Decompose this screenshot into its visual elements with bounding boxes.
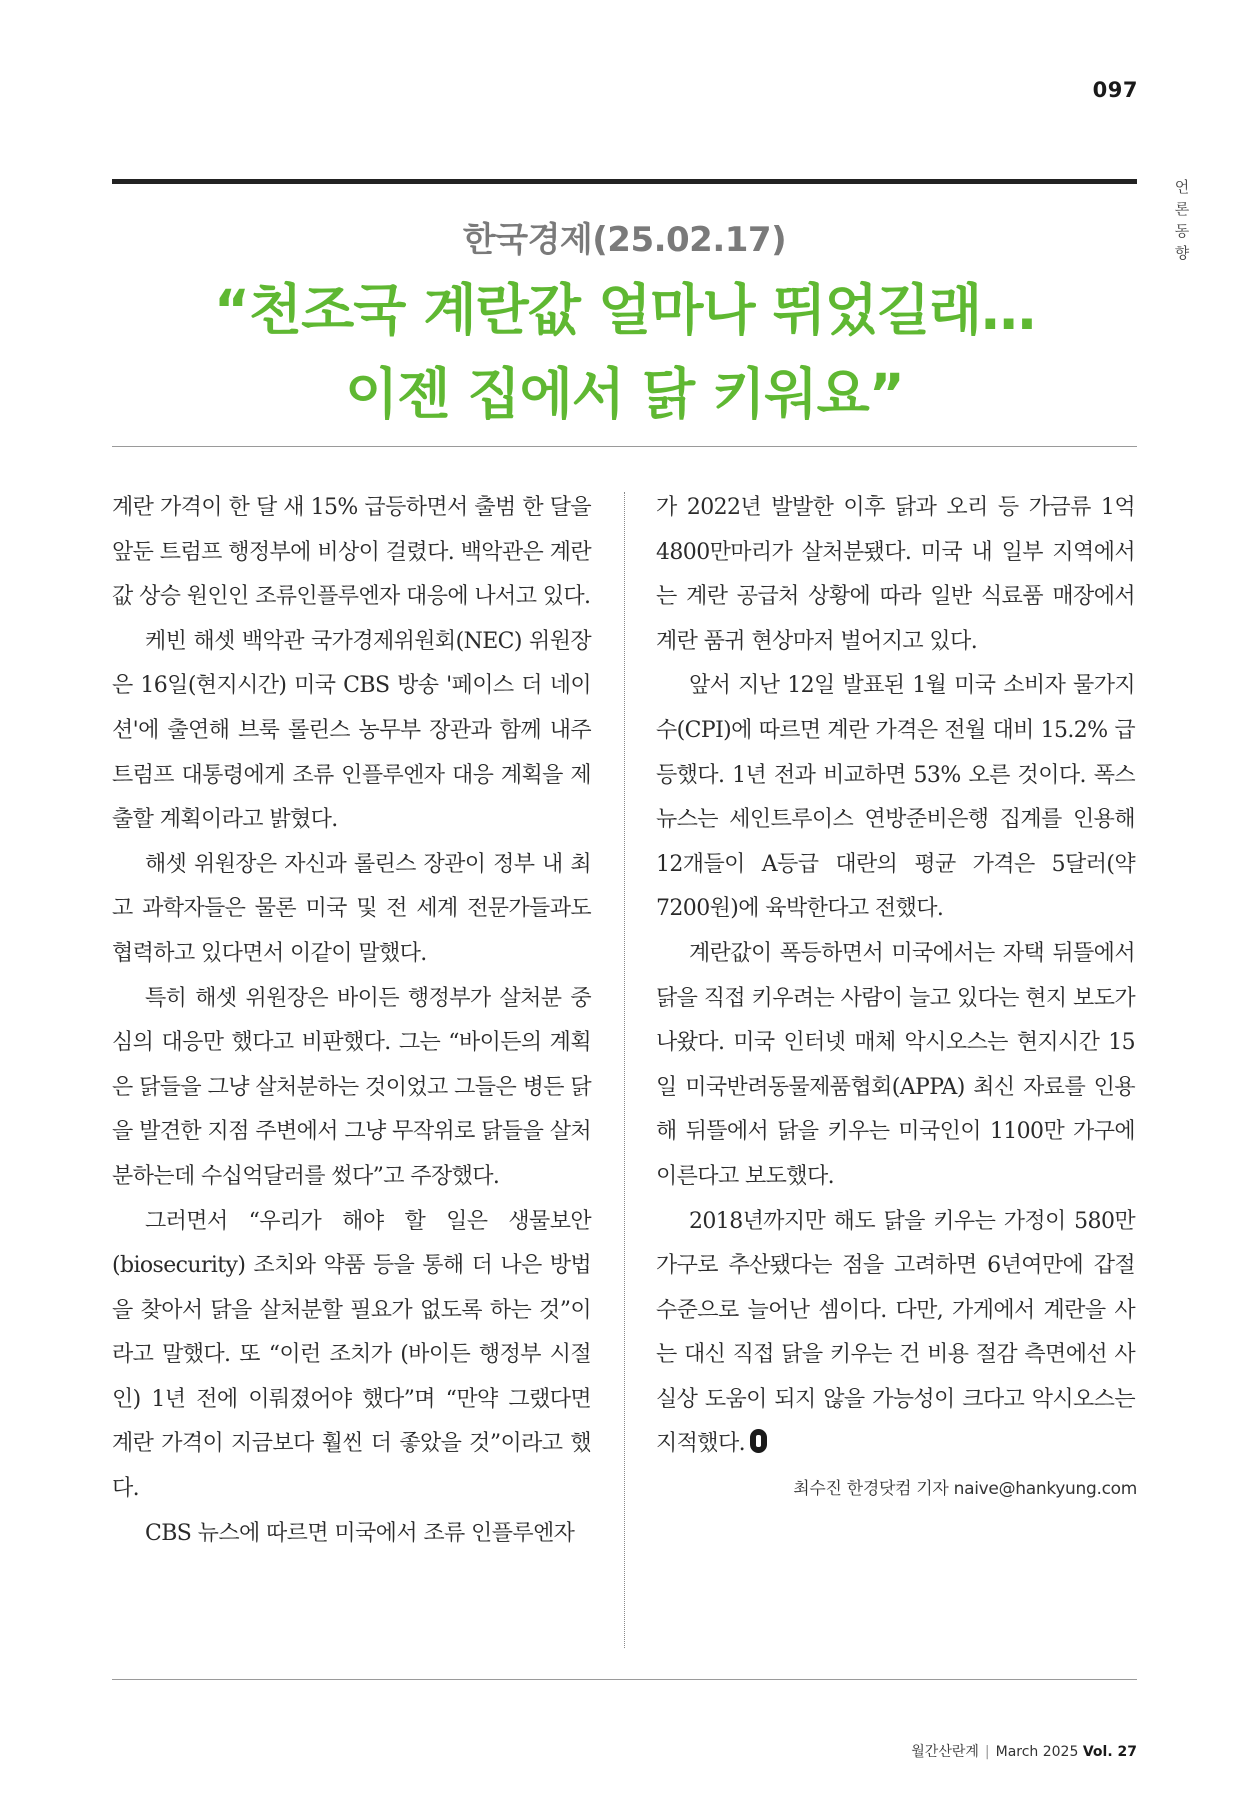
paragraph: 계란값이 폭등하면서 미국에서는 자택 뒤뜰에서 닭을 직접 키우려는 사람이 늘고 있다는 현지 보도가 나왔다. 미국 인터넷 매체 악시오스는 현지시간 15일 미국반려동물제품협회(APPA) 최신 자료를 인용해 뒤뜰에서 닭을 키우는 미국인이 1100만 가구에 이른다고 보도했다. (656, 940, 1135, 1189)
paragraph: 케빈 해셋 백악관 국가경제위원회(NEC) 위원장은 16일(현지시간) 미국 CBS 방송 '페이스 더 네이션'에 출연해 브룩 롤린스 농무부 장관과 함께 내주 트럼프 대통령에게 조류 인플루엔자 대응 계획을 제출할 계획이라고 밝혔다. (112, 628, 591, 833)
paragraph: 가 2022년 발발한 이후 닭과 오리 등 가금류 1억 4800만마리가 살처분됐다. 미국 내 일부 지역에서는 계란 공급처 상황에 따라 일반 식료품 매장에서 계란 품귀 현상마저 벌어지고 있다. (656, 495, 1135, 654)
headline-line-2: 이젠 집에서 닭 키워요” (345, 362, 904, 426)
magazine-name: 월간산란계 (911, 1744, 979, 1760)
paragraph-text: 2018년까지만 해도 닭을 키우는 가정이 580만 가구로 추산됐다는 점을 고려하면 6년여만에 갑절 수준으로 늘어난 셈이다. 다만, 가게에서 계란을 사는 대신 직접 닭을 키우는 건 비용 절감 측면에선 사실상 도움이 되지 않을 가능성이 크다고 악시오스는 지적했다. (656, 1208, 1135, 1457)
right-column (656, 486, 1135, 1467)
end-mark-icon (750, 1429, 767, 1453)
paragraph: 앞서 지난 12일 발표된 1월 미국 소비자 물가지수(CPI)에 따르면 계란 가격은 전월 대비 15.2% 급등했다. 1년 전과 비교하면 53% 오른 것이다. 폭스뉴스는 세인트루이스 연방준비은행 집계를 인용해 12개들이 A등급 대란의 평균 가격은 5달러(약 7200원)에 육박한다고 전했다. (656, 673, 1135, 922)
volume-number: Vol. 27 (1082, 1744, 1137, 1760)
footer-rule (112, 1679, 1137, 1680)
top-rule (112, 179, 1137, 184)
page-number: 097 (1092, 78, 1138, 102)
article-source: 한국경제(25.02.17) (462, 220, 787, 260)
left-column (112, 486, 591, 1556)
byline: 최수진 한경닷컴 기자 naive@hankyung.com (793, 1479, 1137, 1499)
last-paragraph (656, 1200, 1135, 1468)
paragraph: 계란 가격이 한 달 새 15% 급등하면서 출범 한 달을 앞둔 트럼프 행정부에 비상이 걸렸다. 백악관은 계란값 상승 원인인 조류인플루엔자 대응에 나서고 있다. (112, 495, 591, 610)
paragraph: CBS 뉴스에 따르면 미국에서 조류 인플루엔자 (145, 1520, 575, 1546)
section-label: 언론 동향 (1174, 178, 1190, 262)
column-divider (624, 492, 625, 1648)
issue-date: March 2025 (995, 1744, 1079, 1760)
headline-line-1: “천조국 계란값 얼마나 뛰었길래… (213, 278, 1036, 342)
footer-separator: | (984, 1744, 990, 1760)
headline-rule (112, 446, 1137, 447)
article-headline (112, 268, 1137, 436)
footer (911, 1741, 1137, 1761)
paragraph: 해셋 위원장은 자신과 롤린스 장관이 정부 내 최고 과학자들은 물론 미국 및 전 세계 전문가들과도 협력하고 있다면서 이같이 말했다. (112, 851, 591, 966)
paragraph: 특히 해셋 위원장은 바이든 행정부가 살처분 중심의 대응만 했다고 비판했다. 그는 “바이든의 계획은 닭들을 그냥 살처분하는 것이었고 그들은 병든 닭을 발견한 지점 주변에서 그냥 무작위로 닭들을 살처분하는데 수십억달러를 썼다”고 주장했다. (112, 985, 591, 1189)
paragraph: 그러면서 “우리가 해야 할 일은 생물보안(biosecurity) 조치와 약품 등을 통해 더 나은 방법을 찾아서 닭을 살처분할 필요가 없도록 하는 것”이라고 말했다. 또 “이런 조치가 (바이든 행정부 시절인) 1년 전에 이뤄졌어야 했다”며 “만약 그랬다면 계란 가격이 지금보다 훨씬 더 좋았을 것”이라고 했다. (112, 1208, 591, 1502)
